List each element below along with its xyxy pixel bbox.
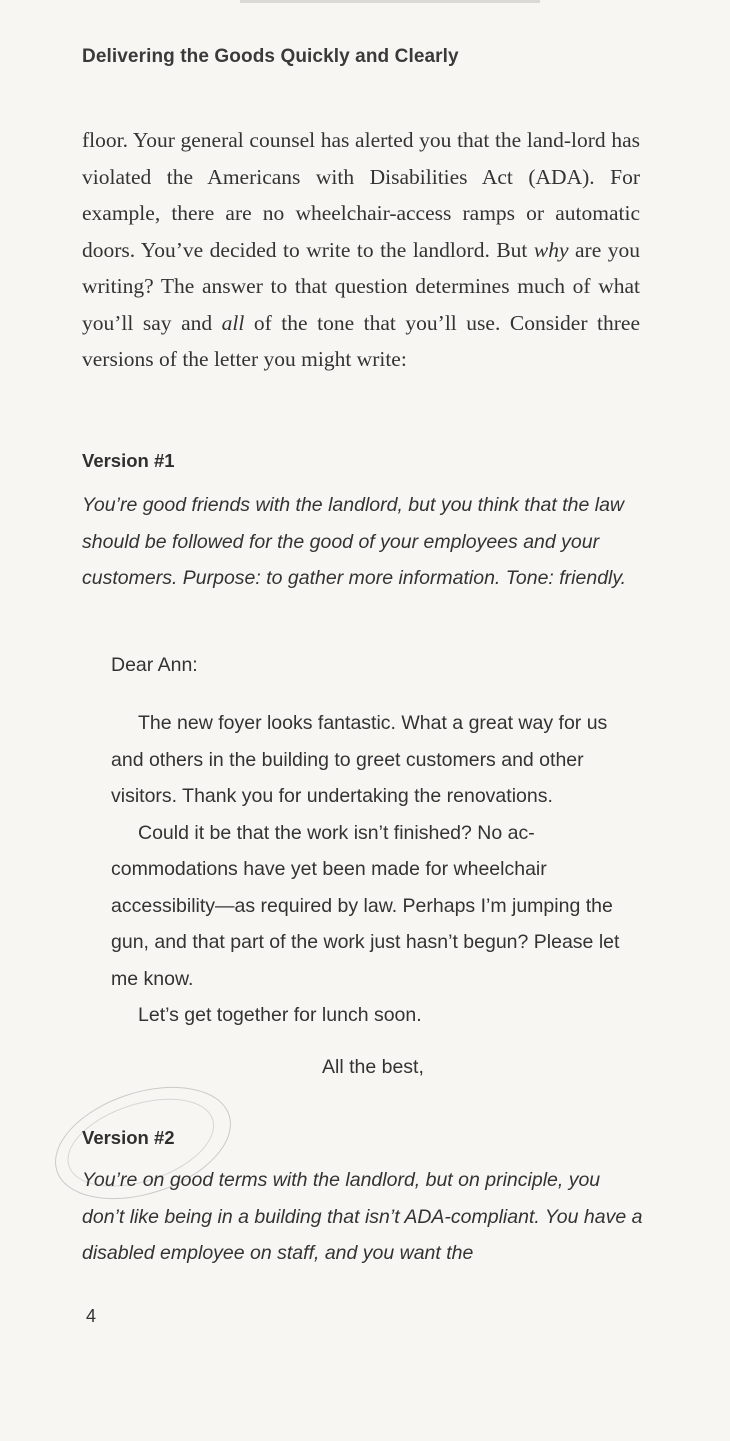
letter-paragraph: Let’s get together for lunch soon. xyxy=(138,1004,422,1026)
letter-salutation: Dear Ann: xyxy=(111,654,198,676)
letter-paragraph: The new foyer looks fantastic. What a great way for us and others in the building to greet customers and other visitors. Thank you for undertaking the renovations. xyxy=(111,712,608,807)
version-1-description: You’re good friends with the landlord, but you think that the law should be followed for the good of your employees and your customers. Purpose: to gather more information. Tone: friendly. xyxy=(82,494,627,589)
intro-emphasis-all: all xyxy=(221,310,245,335)
letter-paragraph: Could it be that the work isn’t finished? No ac-commodations have yet been made for wheelchair accessibility—as required by law. Perhaps I’m jumping the gun, and that part of the work just hasn’t begun? Please let me know. xyxy=(111,821,620,990)
page-number: 4 xyxy=(86,1306,97,1326)
version-1-heading: Version #1 xyxy=(82,450,175,471)
letter-body xyxy=(111,705,636,1034)
intro-text-3: of the tone that you’ll use. Consider three versions of the letter you might write: xyxy=(82,310,640,371)
letter-closing: All the best, xyxy=(322,1056,424,1078)
page-top-edge xyxy=(240,0,540,3)
intro-paragraph xyxy=(82,122,640,378)
intro-text-2: are you writing? The answer to that question determines much of what you’ll say and xyxy=(82,237,640,335)
intro-emphasis-why: why xyxy=(533,237,569,262)
version-2-description: You’re on good terms with the landlord, but on principle, you don’t like being in a building that isn’t ADA-compliant. You have a disabled employee on staff, and you want the xyxy=(82,1169,643,1264)
running-head: Delivering the Goods Quickly and Clearly xyxy=(82,46,459,67)
intro-text-1: floor. Your general counsel has alerted you that the land-lord has violated the Americans with Disabilities Act (ADA). For example, there are no wheelchair-access ramps or automatic doors. You’ve decided to write to the landlord. But xyxy=(82,128,640,262)
version-2-heading: Version #2 xyxy=(82,1127,175,1148)
